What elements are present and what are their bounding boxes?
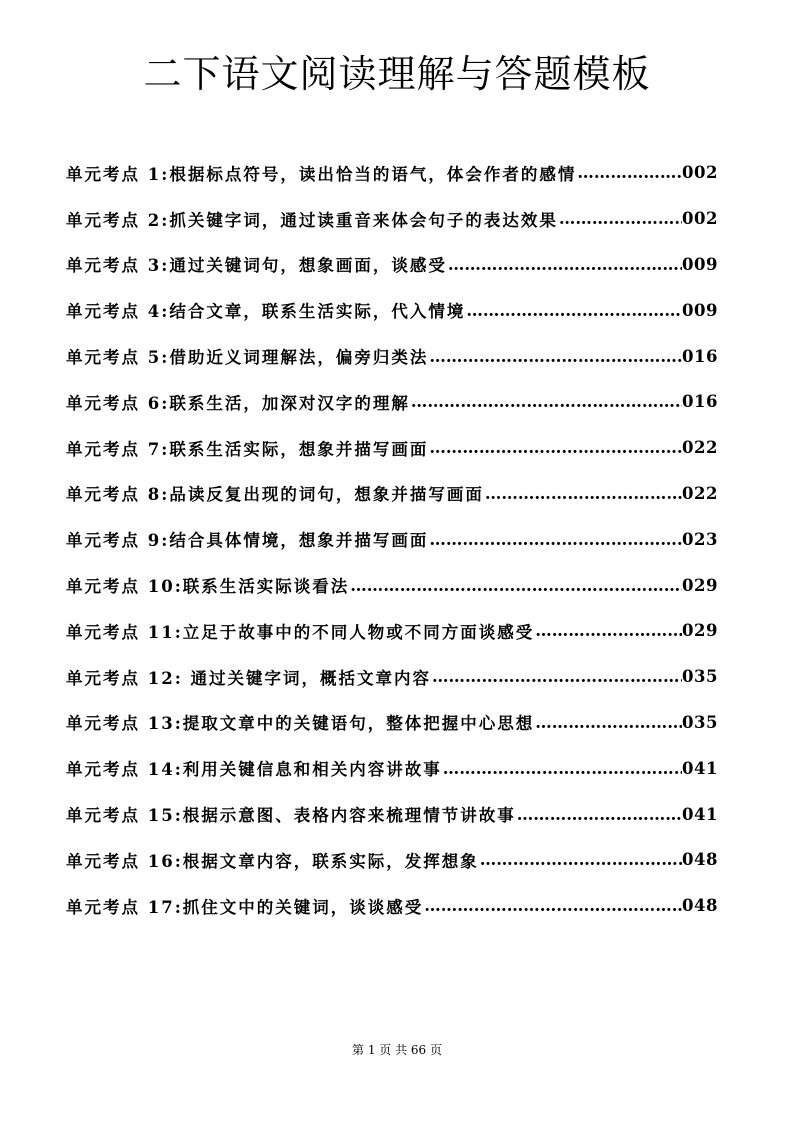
toc-entry-title: 单元考点 14:利用关键信息和相关内容讲故事 — [66, 760, 442, 780]
toc-dot-leader — [423, 896, 682, 915]
toc-entry[interactable] — [66, 150, 718, 196]
toc-entry-page-number: 048 — [682, 850, 718, 870]
toc-entry[interactable] — [66, 791, 718, 837]
toc-entry-page-number: 009 — [682, 254, 718, 274]
toc-dot-leader — [479, 850, 682, 869]
toc-entry[interactable] — [66, 562, 718, 608]
toc-entry-title: 单元考点 10:联系生活实际谈看法 — [66, 577, 350, 597]
toc-entry-title: 单元考点 3:通过关键词句，想象画面，谈感受 — [66, 256, 447, 276]
toc-dot-leader — [428, 438, 682, 457]
toc-entry[interactable] — [66, 883, 718, 929]
toc-dot-leader — [534, 713, 682, 732]
toc-dot-leader — [447, 255, 682, 274]
toc-entry-page-number: 041 — [682, 758, 718, 778]
toc-dot-leader — [431, 667, 682, 686]
toc-entry-page-number: 041 — [682, 804, 718, 824]
toc-entry-page-number: 016 — [682, 392, 718, 412]
toc-entry-title: 单元考点 9:结合具体情境，想象并描写画面 — [66, 531, 429, 551]
toc-entry-page-number: 029 — [682, 621, 718, 641]
toc-entry-title: 单元考点 8:品读反复出现的词句，想象并描写画面 — [66, 485, 484, 505]
toc-dot-leader — [534, 621, 682, 640]
toc-entry[interactable] — [66, 196, 718, 242]
toc-entry[interactable] — [66, 516, 718, 562]
toc-entry-title: 单元考点 4:结合文章，联系生活实际，代入情境 — [66, 302, 466, 322]
toc-entry-page-number: 035 — [682, 667, 718, 687]
toc-entry-title: 单元考点 5:借助近义词理解法，偏旁归类法 — [66, 348, 429, 368]
toc-dot-leader — [516, 805, 682, 824]
toc-entry[interactable] — [66, 745, 718, 791]
toc-entry-title: 单元考点 15:根据示意图、表格内容来梳理情节讲故事 — [66, 806, 516, 826]
toc-entry[interactable] — [66, 837, 718, 883]
toc-entry-title: 单元考点 2:抓关键字词，通过读重音来体会句子的表达效果 — [66, 210, 558, 230]
toc-entry-page-number: 023 — [682, 529, 718, 549]
toc-entry[interactable] — [66, 471, 718, 517]
toc-entry-title: 单元考点 11:立足于故事中的不同人物或不同方面谈感受 — [66, 622, 535, 642]
toc-entry-page-number: 002 — [682, 209, 718, 229]
page-title: 二下语文阅读理解与答题模板 — [143, 52, 651, 96]
toc-entry[interactable] — [66, 425, 718, 471]
toc-entry-page-number: 022 — [682, 483, 718, 503]
toc-dot-leader — [576, 163, 682, 182]
toc-entry-title: 单元考点 7:联系生活实际，想象并描写画面 — [66, 439, 429, 459]
toc-entry[interactable] — [66, 287, 718, 333]
toc-entry-page-number: 029 — [682, 575, 718, 595]
toc-entry-title: 单元考点 16:根据文章内容，联系实际，发挥想象 — [66, 851, 479, 871]
toc-dot-leader — [428, 530, 682, 549]
toc-entry-title: 单元考点 6:联系生活，加深对汉字的理解 — [66, 393, 410, 413]
toc-dot-leader — [349, 576, 682, 595]
toc-dot-leader — [410, 392, 682, 411]
toc-entry-page-number: 016 — [682, 346, 718, 366]
toc-dot-leader — [442, 759, 682, 778]
toc-entry-page-number: 002 — [682, 163, 718, 183]
toc-entry[interactable] — [66, 333, 718, 379]
toc-entry[interactable] — [66, 654, 718, 700]
table-of-contents — [66, 150, 718, 929]
toc-entry[interactable] — [66, 242, 718, 288]
toc-entry-page-number: 022 — [682, 438, 718, 458]
toc-entry-title: 单元考点 1:根据标点符号，读出恰当的语气，体会作者的感情 — [66, 164, 577, 184]
toc-dot-leader — [465, 301, 682, 320]
page-footer: 第 1 页 共 66 页 — [352, 1043, 442, 1057]
toc-entry[interactable] — [66, 379, 718, 425]
toc-dot-leader — [484, 484, 682, 503]
toc-entry[interactable] — [66, 608, 718, 654]
toc-dot-leader — [428, 347, 682, 366]
toc-entry[interactable] — [66, 700, 718, 746]
toc-dot-leader — [558, 209, 682, 228]
toc-entry-page-number: 009 — [682, 300, 718, 320]
toc-entry-title: 单元考点 13:提取文章中的关键语句，整体把握中心思想 — [66, 714, 535, 734]
toc-entry-page-number: 048 — [682, 896, 718, 916]
toc-entry-title: 单元考点 12: 通过关键字词，概括文章内容 — [66, 668, 432, 688]
toc-entry-title: 单元考点 17:抓住文中的关键词，谈谈感受 — [66, 897, 424, 917]
toc-entry-page-number: 035 — [682, 712, 718, 732]
